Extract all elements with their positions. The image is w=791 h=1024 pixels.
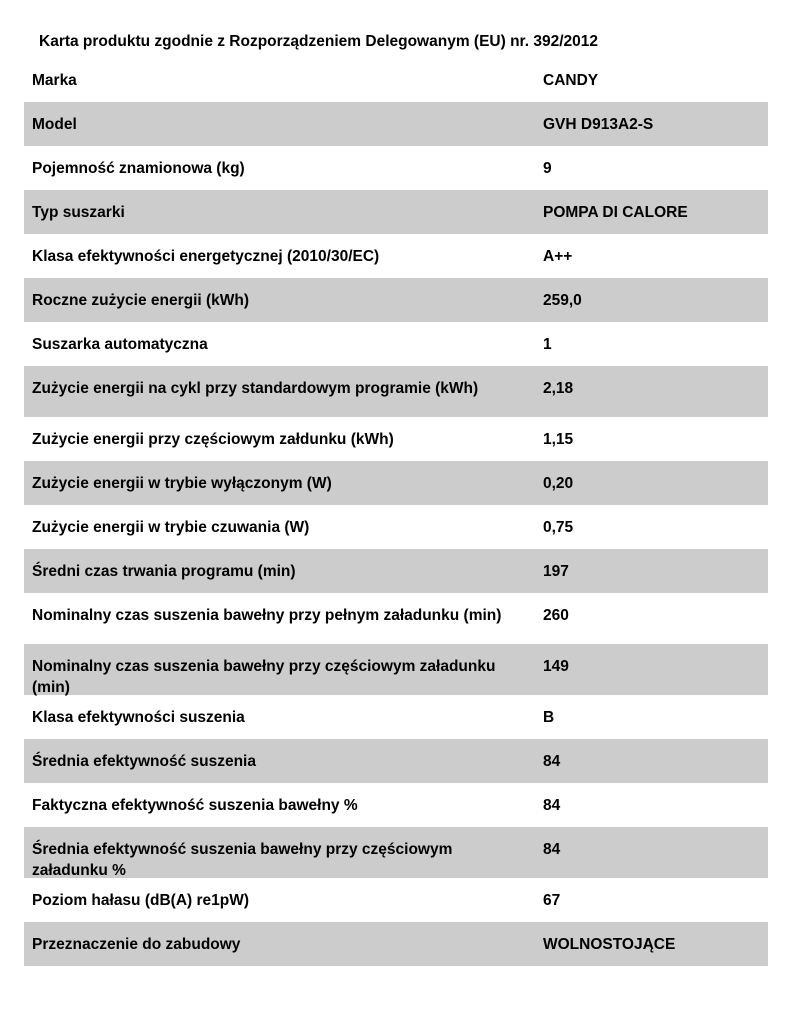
- table-row-partial-efficiency: [24, 827, 768, 878]
- row-value: POMPA DI CALORE: [543, 204, 688, 221]
- product-fiche-table: [24, 58, 768, 966]
- table-row-actual-efficiency: [24, 783, 768, 827]
- row-value: A++: [543, 248, 573, 265]
- row-label: Faktyczna efektywność suszenia bawełny %: [32, 797, 358, 814]
- row-label: Średni czas trwania programu (min): [32, 563, 296, 580]
- row-label: Średnia efektywność suszenia bawełny przy częściowym załadunku %: [32, 841, 453, 879]
- table-row-energy-class: [24, 234, 768, 278]
- row-value: 259,0: [543, 292, 582, 309]
- table-row-condensation-class: [24, 695, 768, 739]
- row-value: 9: [543, 160, 552, 177]
- row-value: 149: [543, 658, 569, 675]
- table-row-model: [24, 102, 768, 146]
- table-row-automatic-dryer: [24, 322, 768, 366]
- row-value: CANDY: [543, 72, 599, 89]
- row-value: 67: [543, 892, 561, 909]
- table-row-cycle-energy-standard: [24, 366, 768, 417]
- row-label: Suszarka automatyczna: [32, 336, 208, 353]
- table-row-standby-power: [24, 505, 768, 549]
- row-label: Klasa efektywności energetycznej (2010/30/EC): [32, 248, 380, 265]
- row-label: Poziom hałasu (dB(A) re1pW): [32, 892, 250, 909]
- row-value: 0,20: [543, 475, 574, 492]
- table-row-drying-time-partial: [24, 644, 768, 695]
- table-row-installation-type: [24, 922, 768, 966]
- row-label: Pojemność znamionowa (kg): [32, 160, 245, 177]
- row-value: 1,15: [543, 431, 574, 448]
- row-label: Zużycie energii przy częściowym załdunku (kWh): [32, 431, 394, 448]
- document-title: Karta produktu zgodnie z Rozporządzeniem Delegowanym (EU) nr. 392/2012: [39, 33, 598, 50]
- row-value: 2,18: [543, 380, 574, 397]
- row-value: 0,75: [543, 519, 574, 536]
- row-label: Nominalny czas suszenia bawełny przy częściowym załadunku (min): [32, 658, 496, 696]
- table-row-program-duration: [24, 549, 768, 593]
- row-value: 1: [543, 336, 552, 353]
- row-value: B: [543, 709, 555, 726]
- row-value: 84: [543, 841, 561, 858]
- row-value: 260: [543, 607, 569, 624]
- row-label: Klasa efektywności suszenia: [32, 709, 245, 726]
- row-value: 84: [543, 753, 561, 770]
- row-value: GVH D913A2-S: [543, 116, 654, 133]
- table-row-cycle-energy-partial: [24, 417, 768, 461]
- table-row-off-mode-power: [24, 461, 768, 505]
- table-row-drying-time-full: [24, 593, 768, 644]
- table-row-avg-efficiency: [24, 739, 768, 783]
- row-value: 84: [543, 797, 561, 814]
- row-label: Nominalny czas suszenia bawełny przy pełnym załadunku (min): [32, 607, 502, 624]
- row-label: Zużycie energii na cykl przy standardowym programie (kWh): [32, 380, 479, 397]
- table-row-capacity: [24, 146, 768, 190]
- row-label: Roczne zużycie energii (kWh): [32, 292, 250, 309]
- row-value: WOLNOSTOJĄCE: [543, 936, 676, 953]
- row-label: Średnia efektywność suszenia: [32, 753, 256, 770]
- row-label: Typ suszarki: [32, 204, 125, 221]
- row-label: Model: [32, 116, 77, 133]
- table-row-dryer-type: [24, 190, 768, 234]
- row-label: Zużycie energii w trybie czuwania (W): [32, 519, 310, 536]
- row-label: Przeznaczenie do zabudowy: [32, 936, 241, 953]
- table-row-annual-energy: [24, 278, 768, 322]
- table-row-brand: [24, 58, 768, 102]
- table-row-noise-level: [24, 878, 768, 922]
- row-label: Zużycie energii w trybie wyłączonym (W): [32, 475, 332, 492]
- row-value: 197: [543, 563, 569, 580]
- row-label: Marka: [32, 72, 77, 89]
